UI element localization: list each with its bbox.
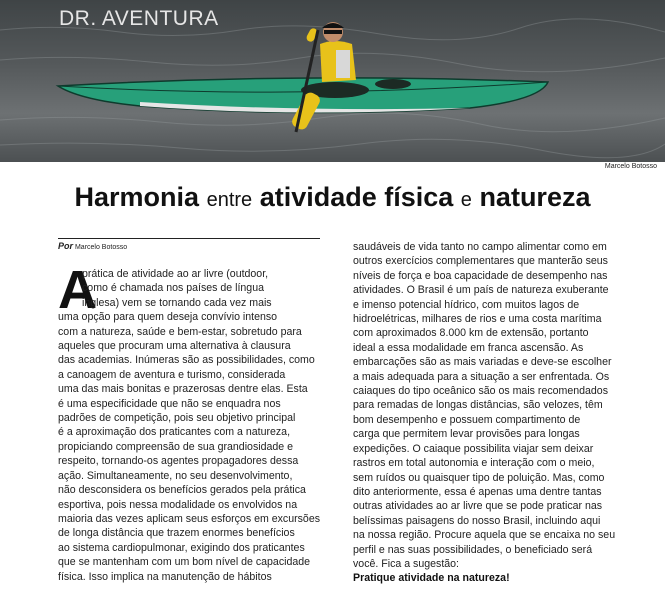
text-line: não desconsidera os benefícios gerados pela prática (58, 484, 306, 497)
text-line: atividades. O Brasil é um país de natureza exuberante (353, 284, 609, 297)
article-column-2 (353, 240, 633, 586)
text-line: como é chamada nos países de língua (82, 282, 264, 295)
headline (0, 182, 665, 215)
text-line: esportiva, pois nessa modalidade os envolvidos na (58, 498, 298, 511)
text-line: física. Isso implica na manutenção de hábitos (58, 570, 272, 583)
hero-photo (0, 0, 665, 162)
text-line: é uma especificidade que não se enquadra nos (58, 397, 281, 410)
text-line: e imenso potencial hídrico, com muitos lagos de (353, 298, 580, 311)
text-line: propiciando compreensão de sua grandiosidade e (58, 440, 293, 453)
byline-author: Marcelo Botosso (74, 244, 128, 251)
text-line: respeito, tornando-os agentes propagadores dessa (58, 455, 299, 468)
byline-rule (58, 238, 320, 239)
text-line: prática de atividade ao ar livre (outdoor, (82, 268, 269, 280)
photo-credit: Marcelo Botosso (604, 163, 657, 170)
text-line: das academias. Inúmeras são as possibilidades, como (58, 354, 315, 367)
headline-part-3: atividade física (259, 182, 454, 212)
text-line: embarcações são as mais variadas e deve-se escolher (353, 356, 612, 369)
text-line: para remadas de longas distâncias, são velozes, têm (353, 399, 603, 412)
text-line: ação. Simultaneamente, no seu desenvolvimento, (58, 469, 293, 482)
text-line: outros exercícios complementares que manterão seus (353, 255, 608, 268)
text-line: caiaques do tipo oceânico são os mais recomendados (353, 385, 608, 398)
text-line: uma das mais bonitas e prazerosas dentre elas. Esta (58, 383, 308, 396)
text-line: inglesa) vem se tornando cada vez mais (82, 296, 272, 309)
text-line: ideal a essa modalidade em franca ascensão. As (353, 341, 584, 354)
headline-part-1: Harmonia (74, 182, 200, 212)
text-line: padrões de competição, pois seu objetivo principal (58, 412, 296, 425)
text-line: com aproximados 8.000 km de extensão, portanto (353, 327, 589, 340)
text-line: carga que permitem levar provisões para longas (353, 428, 580, 441)
text-line: na nossa região. Procure aquela que se encaixa no seu (353, 529, 616, 542)
text-line: maioria das vezes aplicam seus esforços em excursões (58, 512, 321, 525)
section-title: DR. AVENTURA (59, 7, 219, 30)
headline-part-5: natureza (479, 182, 591, 212)
closing-line: Pratique atividade na natureza! (353, 572, 510, 585)
text-line: que se mantenham com um bom nível de capacidade (58, 556, 311, 569)
byline-prefix: Por (58, 241, 74, 251)
byline (58, 241, 127, 251)
headline-part-4: e (460, 189, 472, 211)
text-line: ao sistema cardiopulmonar, exigindo dos praticantes (58, 541, 305, 554)
text-line: você. Fica a sugestão: (353, 557, 459, 570)
text-line: de longa distância que trazem enormes benefícios (58, 527, 295, 540)
text-line: níveis de força e boa capacidade de desempenho nas (353, 269, 608, 282)
text-line: a canoagem de aventura e turismo, considerada (58, 368, 286, 381)
article-column-1 (58, 260, 338, 584)
text-line: belíssimas paisagens do nosso Brasil, incluindo aqui (353, 514, 601, 527)
text-line: hidroelétricas, milhares de rios e uma costa marítima (353, 313, 602, 326)
text-line: sem ruídos ou quaisquer tipo de poluição. Mas, como (353, 471, 605, 484)
text-line: rastros em total autonomia e interação com o meio, (353, 457, 595, 470)
headline-part-2: entre (206, 189, 253, 211)
text-line: a mais adequada para a situação a ser enfrentada. Os (353, 370, 610, 383)
text-line: uma opção para quem deseja convívio intenso (58, 311, 278, 324)
text-line: expedições. O caiaque possibilita viajar sem deixar (353, 442, 594, 455)
text-line: é a aproximação dos praticantes com a natureza, (58, 426, 291, 439)
text-line: saudáveis de vida tanto no campo alimentar como em (353, 241, 607, 253)
text-line: aqueles que procuram uma alternativa à clausura (58, 340, 291, 353)
text-line: dito anteriormente, essa é apenas uma dentre tantas (353, 485, 602, 498)
text-line: com a natureza, saúde e bem-estar, sobretudo para (58, 325, 302, 338)
text-line: outras atividades ao ar livre que se pode praticar nas (353, 500, 603, 513)
text-line: perfil e nas suas possibilidades, o beneficiado será (353, 543, 593, 556)
text-line: bom desempenho e possuem compartimento de (353, 413, 581, 426)
drop-cap: A (58, 260, 97, 320)
